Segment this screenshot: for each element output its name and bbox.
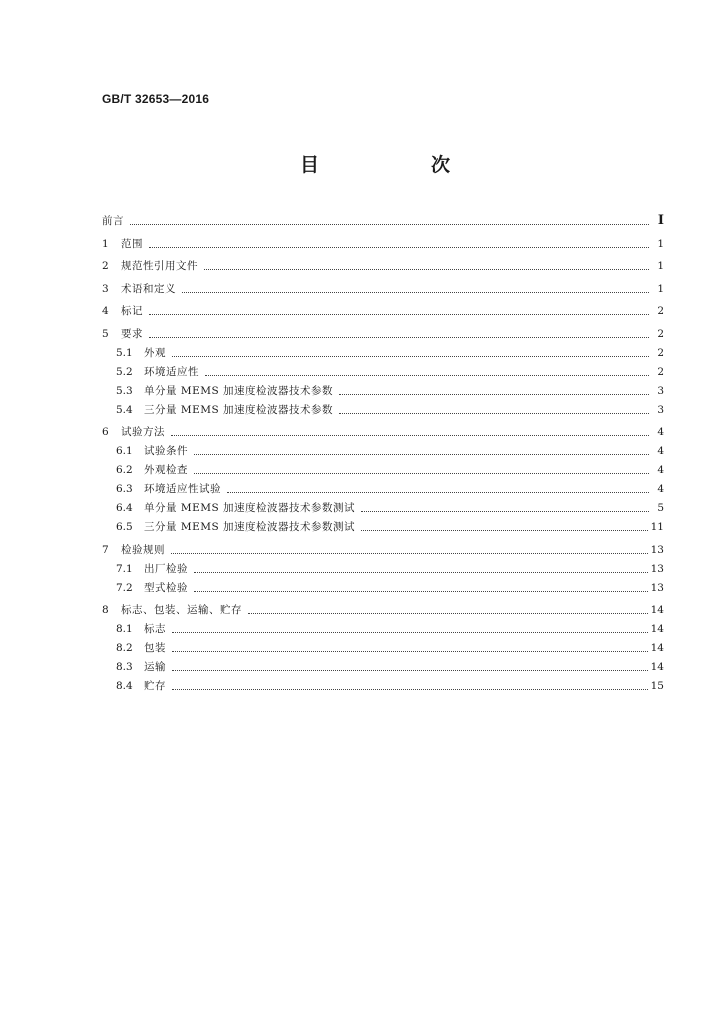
toc-entry-number: 3 <box>102 282 109 295</box>
toc-entry-label: 规范性引用文件 <box>121 260 198 272</box>
toc-leader-dots <box>172 650 648 652</box>
toc-leader-dots <box>171 552 648 554</box>
toc-entry-label: 环境适应性 <box>144 365 199 378</box>
toc-leader-dots <box>130 223 649 225</box>
toc-entry[interactable] <box>102 576 664 595</box>
toc-leader-dots <box>361 510 649 512</box>
toc-entry-label: 前言 <box>102 215 124 227</box>
toc-entry-label: 术语和定义 <box>121 282 176 295</box>
toc-entry[interactable] <box>102 439 664 458</box>
toc-entry-label: 标志 <box>144 623 166 635</box>
toc-entry-page: 4 <box>657 445 664 457</box>
toc-entry[interactable] <box>102 208 664 228</box>
toc-entry[interactable] <box>102 477 664 496</box>
toc-entry-label: 环境适应性试验 <box>144 483 221 495</box>
toc-entry-number: 8.4 <box>116 680 133 692</box>
toc-leader-dots <box>194 571 648 573</box>
toc-entry-page: 14 <box>650 661 664 673</box>
toc-entry-label: 要求 <box>121 327 143 340</box>
toc-entry-page: 2 <box>657 327 664 340</box>
toc-entry-page: 13 <box>650 543 664 556</box>
toc-leader-dots <box>172 669 648 671</box>
toc-leader-dots <box>149 336 649 338</box>
toc-entry[interactable] <box>102 379 664 398</box>
toc-entry-page: 13 <box>650 562 664 575</box>
toc-entry-number: 8.2 <box>116 642 133 654</box>
toc-entry-number: 5.4 <box>116 403 133 416</box>
toc-entry-page: 14 <box>650 623 664 635</box>
toc-entry[interactable] <box>102 617 664 636</box>
toc-entry-page: 14 <box>650 604 664 616</box>
toc-entry[interactable] <box>102 341 664 360</box>
toc-entry-page: 4 <box>657 464 664 476</box>
toc-entry[interactable] <box>102 398 664 417</box>
toc-entry-label: 三分量 MEMS 加速度检波器技术参数 <box>144 403 334 416</box>
toc-entry[interactable] <box>102 515 664 534</box>
toc-leader-dots <box>248 612 648 614</box>
toc-entry-number: 5.2 <box>116 365 133 378</box>
toc-leader-dots <box>194 453 649 455</box>
toc-entry-number: 5 <box>102 327 109 340</box>
toc-entry-number: 5.1 <box>116 346 133 359</box>
toc-entry-number: 6.2 <box>116 464 133 476</box>
toc-entry[interactable] <box>102 228 664 251</box>
toc-leader-dots <box>149 313 649 315</box>
toc-entry-page: I <box>657 213 664 228</box>
toc-leader-dots <box>172 631 648 633</box>
toc-entry-label: 单分量 MEMS 加速度检波器技术参数测试 <box>144 502 356 514</box>
toc-entry-label: 试验方法 <box>121 426 165 438</box>
toc-leader-dots <box>172 355 649 357</box>
toc-entry-label: 标志、包装、运输、贮存 <box>121 604 242 616</box>
toc-entry[interactable] <box>102 360 664 379</box>
toc-entry-page: 3 <box>657 384 664 397</box>
toc-entry[interactable] <box>102 636 664 655</box>
toc-entry-number: 8 <box>102 604 109 616</box>
toc-entry-number: 8.3 <box>116 661 133 673</box>
toc-entry-page: 2 <box>657 346 664 359</box>
toc-entry-page: 1 <box>657 282 664 295</box>
toc-leader-dots <box>204 268 649 270</box>
standard-code: GB/T 32653—2016 <box>102 92 210 106</box>
toc-entry-label: 外观检查 <box>144 464 188 476</box>
toc-entry-number: 6.4 <box>116 502 133 514</box>
toc-leader-dots <box>339 393 649 395</box>
toc-entry-number: 5.3 <box>116 384 133 397</box>
toc-entry[interactable] <box>102 655 664 674</box>
toc-entry[interactable] <box>102 496 664 515</box>
toc-entry-label: 型式检验 <box>144 581 188 594</box>
toc-entry-number: 6.3 <box>116 483 133 495</box>
toc-leader-dots <box>205 374 649 376</box>
toc-entry-number: 7 <box>102 543 109 556</box>
toc-leader-dots <box>194 590 648 592</box>
toc-entry-number: 7.1 <box>116 562 133 575</box>
toc-entry-page: 1 <box>657 237 664 250</box>
toc-entry-label: 检验规则 <box>121 543 165 556</box>
toc-entry-page: 1 <box>657 260 664 272</box>
toc-leader-dots <box>149 246 649 248</box>
toc-leader-dots <box>172 688 648 690</box>
toc-entry[interactable] <box>102 273 664 296</box>
toc-entry-page: 4 <box>657 426 664 438</box>
toc-entry[interactable] <box>102 458 664 477</box>
toc-title-char-1: 目 <box>300 154 320 176</box>
toc-entry-label: 贮存 <box>144 680 166 692</box>
toc-entry[interactable] <box>102 417 664 440</box>
toc-title <box>300 150 450 177</box>
toc-entry-number: 4 <box>102 305 109 317</box>
toc-entry[interactable] <box>102 296 664 319</box>
toc-title-char-2: 次 <box>430 154 450 176</box>
toc-leader-dots <box>339 412 649 414</box>
toc-entry-page: 5 <box>657 502 664 514</box>
toc-entry[interactable] <box>102 251 664 274</box>
toc-entry-page: 13 <box>650 581 664 594</box>
toc-leader-dots <box>361 529 648 531</box>
toc-entry-page: 2 <box>657 365 664 378</box>
toc-entry-page: 3 <box>657 403 664 416</box>
toc-entry-label: 包装 <box>144 642 166 654</box>
toc-entry-number: 6.1 <box>116 445 133 457</box>
toc-leader-dots <box>227 491 649 493</box>
toc-entry-number: 6 <box>102 426 109 438</box>
toc-entry-number: 1 <box>102 237 109 250</box>
toc-entry-label: 运输 <box>144 661 166 673</box>
toc-entry-page: 2 <box>657 305 664 317</box>
toc-entry-label: 范围 <box>121 237 143 250</box>
toc-entry-label: 标记 <box>121 305 143 317</box>
toc-leader-dots <box>171 434 649 436</box>
toc-entry[interactable] <box>102 557 664 576</box>
toc-leader-dots <box>194 472 649 474</box>
toc-entry[interactable] <box>102 318 664 341</box>
toc-entry[interactable] <box>102 534 664 557</box>
toc-entry-page: 4 <box>657 483 664 495</box>
toc-entry-label: 出厂检验 <box>144 562 188 575</box>
toc-leader-dots <box>182 291 649 293</box>
toc-entry-label: 外观 <box>144 346 166 359</box>
toc-entry[interactable] <box>102 595 664 618</box>
toc-entry-number: 7.2 <box>116 581 133 594</box>
toc-entry[interactable] <box>102 674 664 693</box>
toc-entry-number: 6.5 <box>116 521 133 533</box>
toc-entry-number: 8.1 <box>116 623 133 635</box>
table-of-contents <box>102 208 664 693</box>
toc-entry-label: 三分量 MEMS 加速度检波器技术参数测试 <box>144 521 356 533</box>
toc-entry-label: 试验条件 <box>144 445 188 457</box>
toc-entry-page: 11 <box>650 521 664 533</box>
toc-entry-number: 2 <box>102 260 109 272</box>
toc-entry-page: 14 <box>650 642 664 654</box>
toc-entry-page: 15 <box>650 680 664 692</box>
toc-entry-label: 单分量 MEMS 加速度检波器技术参数 <box>144 384 334 397</box>
